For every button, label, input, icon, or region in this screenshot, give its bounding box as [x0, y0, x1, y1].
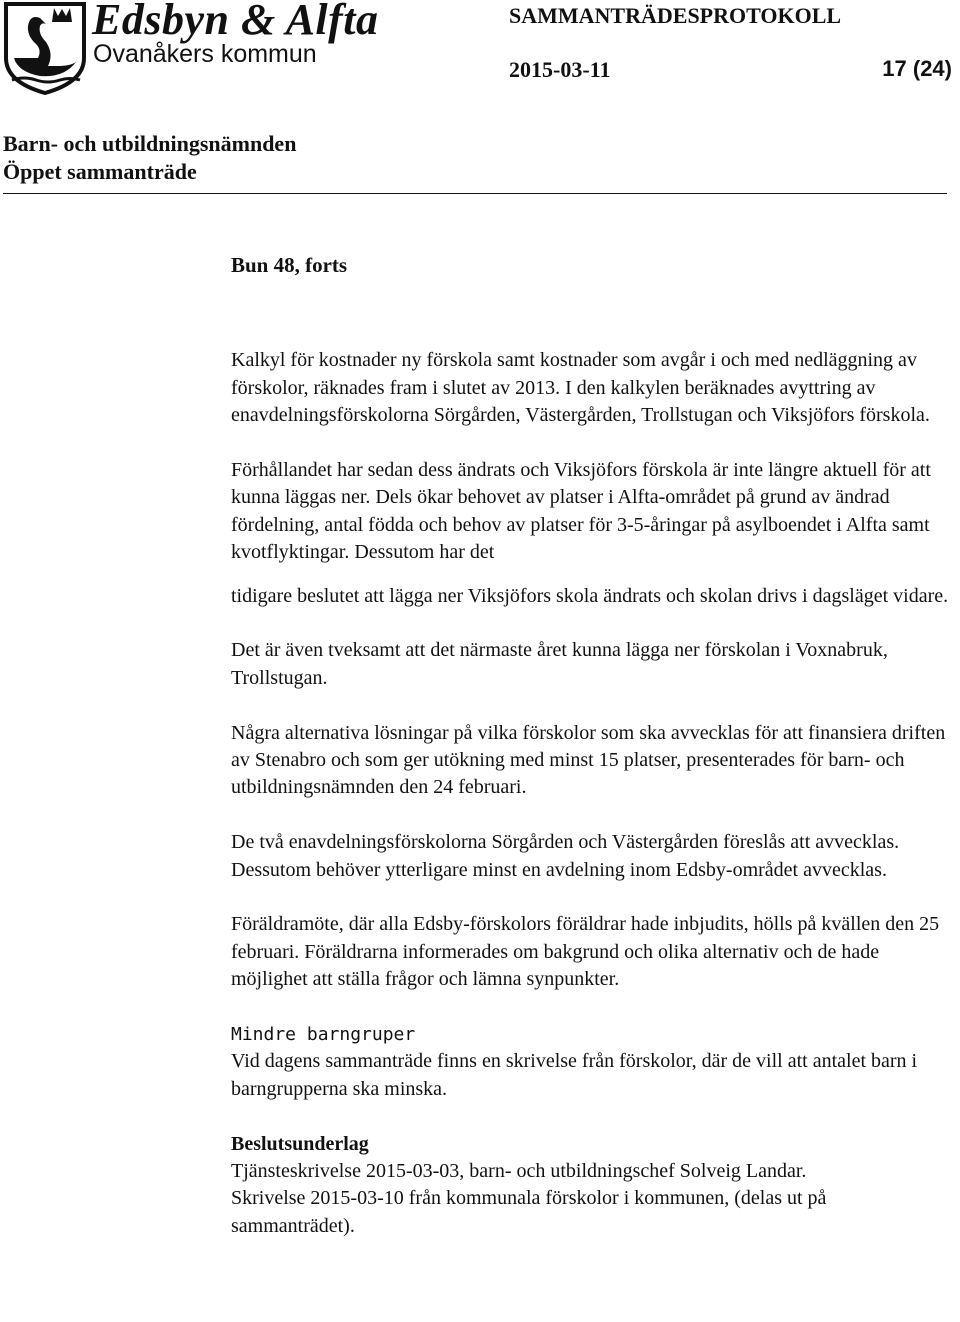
reference-line: Tjänsteskrivelse 2015-03-03, barn- och utbildningschef Solveig Landar. [231, 1160, 807, 1183]
meeting-date: 2015-03-11 [509, 57, 611, 82]
paragraph: tidigare beslutet att lägga ner Viksjöfors skola ändrats och skolan drivs i dagsläget vidare. [231, 584, 949, 607]
paragraph: Förhållandet har sedan dess ändrats och Viksjöfors förskola är inte längre aktuell för att kunna läggas ner. Dels ökar behovet av platser i Alfta-området på grund av ändrad fördelning, antal födda och behov av platser för 3-5-åringar på asylboendet i Alfta samt kvotflyktingar. Dessutom har det [231, 459, 931, 564]
paragraph: Det är även tveksamt att det närmaste året kunna lägga ner förskolan i Voxnabruk, Trollstugan. [231, 639, 888, 689]
paragraph: Kalkyl för kostnader ny förskola samt kostnader som avgår i och med nedläggning av förskolor, räknades fram i slutet av 2013. I den kalkylen beräknades avyttring av enavdelningsförskolorna Sörgården, Västergården, Trollstugan och Viksjöfors förskola. [231, 349, 930, 427]
logo-wordmark: Edsbyn & Alfta [92, 0, 379, 44]
meeting-type: Öppet sammanträde [3, 159, 197, 184]
sub-heading: Beslutsunderlag [231, 1132, 369, 1155]
section-title: Bun 48, forts [231, 253, 348, 277]
document-type: SAMMANTRÄDESPROTOKOLL [509, 3, 842, 28]
reference-line: Skrivelse 2015-03-10 från kommunala förskolor i kommunen, (delas ut på sammanträdet). [231, 1187, 827, 1237]
sub-section [231, 1021, 955, 1103]
paragraph: Föräldramöte, där alla Edsby-förskolors föräldrar hade inbjudits, hölls på kvällen den 25 februari. Föräldrarna informerades om bakgrund och olika alternativ och de hade möjlighet att ställa frågor och lämna synpunkter. [231, 913, 940, 991]
sub-section [231, 1131, 955, 1241]
board-name: Barn- och utbildningsnämnden [3, 131, 297, 156]
paragraph: Några alternativa lösningar på vilka förskolor som ska avvecklas för att finansiera driften av Stenabro och som ger utökning med minst 15 platser, presenterades för barn- och utbildningsnämnden den 24 februari. [231, 721, 946, 799]
protocol-body [231, 252, 955, 1240]
logo-subtitle: Ovanåkers kommun [93, 40, 317, 68]
municipality-logo [0, 0, 380, 100]
sub-heading: Mindre barngruper [231, 1024, 416, 1046]
page-number: 17 (24) [882, 56, 952, 81]
board-info [3, 130, 296, 186]
swan-crown-emblem-icon [0, 0, 92, 95]
paragraph: Vid dagens sammanträde finns en skrivelse från förskolor, där de vill att antalet barn i barngrupperna ska minska. [231, 1050, 918, 1100]
paragraph: De två enavdelningsförskolorna Sörgården och Västergården föreslås att avvecklas. Dessutom behöver ytterligare minst en avdelning inom Edsby-området avvecklas. [231, 831, 900, 881]
header-divider [3, 193, 947, 194]
